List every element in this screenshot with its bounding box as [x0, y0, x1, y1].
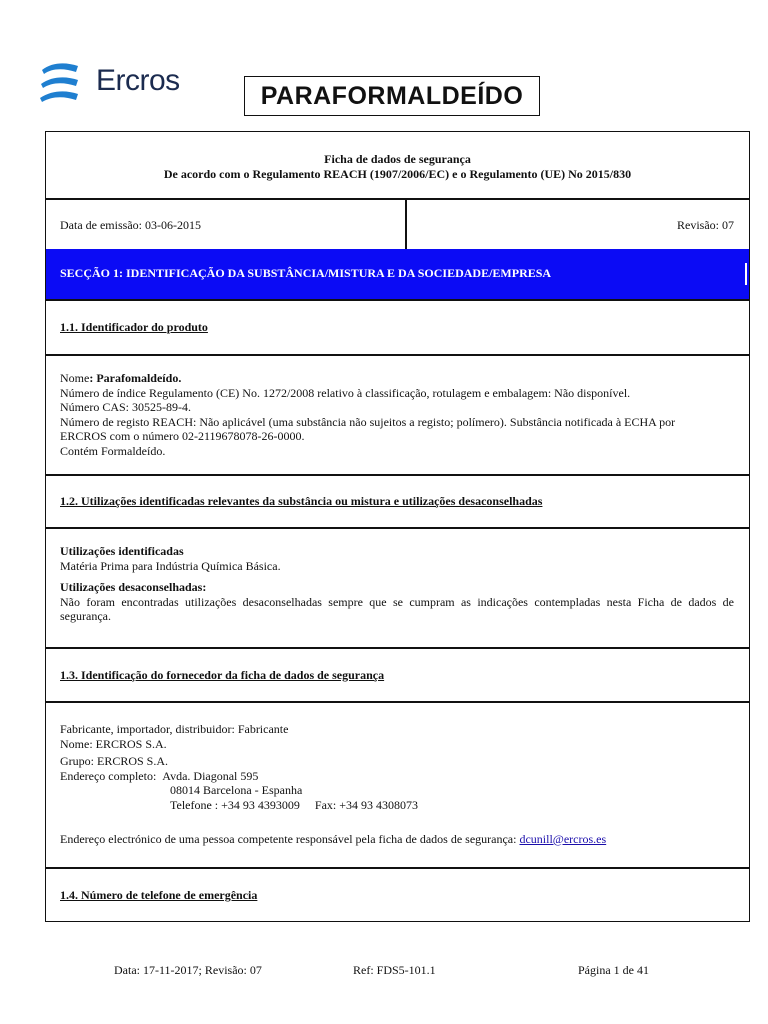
contact-line — [60, 798, 740, 813]
doc-heading-line2: De acordo com o Regulamento REACH (1907/2006/EC) e o Regulamento (UE) No 2015/830 — [163, 166, 632, 181]
index-number-line: Número de índice Regulamento (CE) No. 1272/2008 relativo à classificação, rotulagem e embalagem: Não disponível. — [60, 385, 631, 400]
footer-page: Página 1 de 41 — [578, 963, 649, 977]
revision: Revisão: 07 — [677, 218, 734, 232]
advised-against-line2: segurança. — [60, 609, 111, 624]
address-city: 08014 Barcelona - Espanha — [170, 783, 303, 798]
fax-number: Fax: +34 93 4308073 — [314, 797, 419, 812]
section-1-4-title: 1.4. Número de telefone de emergência — [60, 888, 258, 902]
identified-uses-heading: Utilizações identificadas — [60, 544, 184, 558]
doc-heading — [46, 152, 749, 181]
divider — [45, 701, 750, 703]
address-label: Endereço completo: — [60, 768, 157, 783]
email-label: Endereço electrónico de uma pessoa competente responsável pela ficha de dados de segurança: — [60, 831, 520, 846]
advised-against-heading: Utilizações desaconselhadas: — [60, 580, 207, 595]
section-banner — [46, 249, 749, 299]
manufacturer-line: Fabricante, importador, distribuidor: Fabricante — [60, 722, 289, 736]
ercros-mark-icon — [38, 60, 82, 108]
banner-edge — [745, 263, 747, 285]
logo-text: Ercros — [96, 64, 180, 97]
echa-notification-line: ERCROS com o número 02-2119678078-26-0000. — [60, 429, 305, 444]
contains-line: Contém Formaldeído. — [60, 443, 166, 458]
footer-date: Data: 17-11-2017; Revisão: 07 — [114, 963, 262, 977]
section-banner-title: SECÇÃO 1: IDENTIFICAÇÃO DA SUBSTÂNCIA/MISTURA E DA SOCIEDADE/EMPRESA — [60, 266, 552, 280]
section-1-3-body — [60, 722, 740, 846]
doc-heading-line1: Ficha de dados de segurança — [324, 152, 471, 166]
divider — [45, 299, 750, 301]
supplier-name-line: Nome: ERCROS S.A. — [60, 736, 167, 751]
divider — [45, 198, 750, 200]
group-line: Grupo: ERCROS S.A. — [60, 754, 169, 769]
section-1-2-body — [60, 544, 734, 624]
footer-ref: Ref: FDS5-101.1 — [353, 963, 436, 977]
section-1-2-title: 1.2. Utilizações identificadas relevantes da substância ou mistura e utilizações desaconselhadas — [60, 494, 543, 508]
issue-date: Data de emissão: 03-06-2015 — [60, 218, 201, 232]
address-line — [60, 769, 740, 784]
identified-uses-text: Matéria Prima para Indústria Química Básica. — [60, 558, 281, 573]
divider — [45, 867, 750, 869]
divider — [45, 474, 750, 476]
company-logo — [24, 48, 192, 116]
product-name-label: Nome — [60, 371, 90, 385]
address-street: Avda. Diagonal 595 — [162, 768, 259, 783]
email-link[interactable]: dcunill@ercros.es — [519, 831, 607, 846]
divider — [45, 647, 750, 649]
section-1-1-body — [60, 371, 740, 459]
product-name-value: : Parafomaldeído. — [89, 371, 182, 385]
advised-against-line1: Não foram encontradas utilizações desaconselhadas sempre que se cumpram as indicações contempladas nesta Ficha de dados de — [60, 594, 734, 609]
email-line — [60, 832, 740, 847]
phone-number: Telefone : +34 93 4393009 — [170, 797, 300, 812]
section-1-1-title: 1.1. Identificador do produto — [60, 320, 208, 334]
product-title: PARAFORMALDEÍDO — [244, 76, 540, 116]
reach-number-line: Número de registo REACH: Não aplicável (uma substância não sujeitos a registo; polímero). Substância notificada à ECHA por — [60, 414, 676, 429]
product-name-line — [60, 371, 740, 386]
divider — [45, 354, 750, 356]
divider-vertical — [405, 198, 407, 249]
cas-number-line: Número CAS: 30525-89-4. — [60, 400, 191, 415]
divider — [45, 527, 750, 529]
section-1-3-title: 1.3. Identificação do fornecedor da ficha de dados de segurança — [60, 668, 385, 682]
